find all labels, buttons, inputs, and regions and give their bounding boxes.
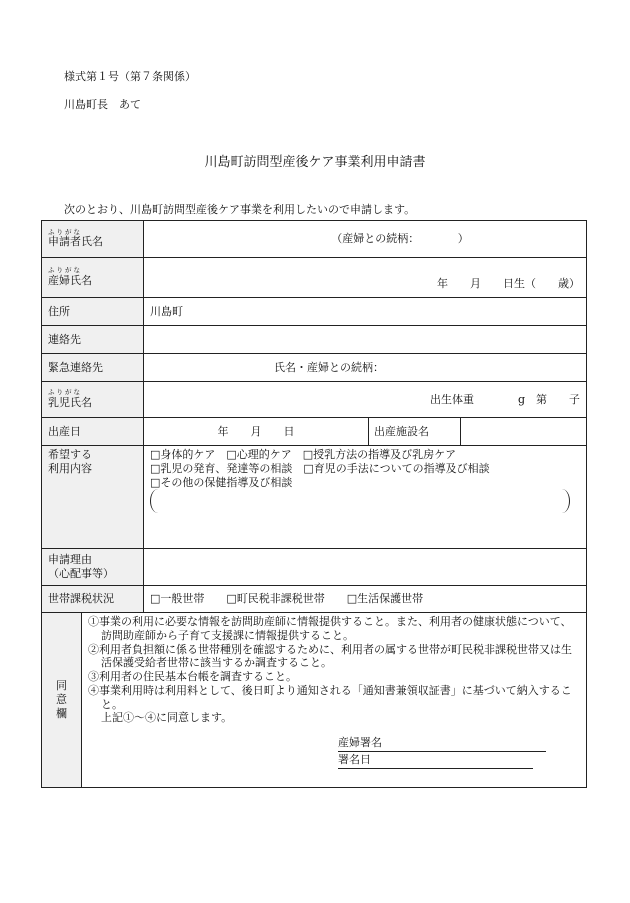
row-desired-services	[42, 446, 587, 549]
row-reason	[42, 549, 587, 586]
consent-item-1: ①事業の利用に必要な情報を訪問助産師に情報提供すること。また、利用者の健康状態について、訪問助産師から子育て支援課に情報提供すること。	[88, 615, 572, 642]
intro-text: 次のとおり、川島町訪問型産後ケア事業を利用したいので申請します。	[64, 203, 416, 216]
applicant-name-label: ふりがな 申請者氏名	[42, 221, 144, 258]
contact-field[interactable]	[144, 326, 587, 354]
consent-item-2: ②利用者負担額に係る世帯種別を確認するために、利用者の属する世帯が町民税非課税世帯又は生活保護受給者世帯に該当するか調査すること。	[88, 642, 572, 670]
row-birth-date	[42, 418, 587, 446]
emergency-contact-text: 氏名・産婦との続柄：	[274, 360, 384, 374]
birth-facility-field[interactable]	[461, 418, 586, 445]
consent-item-4: ④事業利用時は利用料として、後日町より通知される「通知書兼領収証書」に基づいて納入すること。	[88, 683, 572, 711]
signature-block	[338, 735, 580, 769]
emergency-contact-field[interactable]	[144, 354, 587, 382]
consent-content	[82, 613, 587, 788]
birth-facility-cell	[369, 418, 587, 446]
tax-status-label: 世帯課税状況	[42, 586, 144, 613]
mother-name-label: ふりがな 産婦氏名	[42, 258, 144, 298]
mother-name-field[interactable]	[144, 258, 587, 298]
desired-services-label: 希望する 利用内容	[42, 446, 144, 549]
desired-line-2[interactable]: □乳児の発育、発達等の相談 □育児の手法についての指導及び相談	[150, 461, 490, 475]
consent-item-3: ③利用者の住民基本台帳を調査すること。	[88, 670, 297, 683]
row-applicant	[42, 221, 587, 258]
row-infant	[42, 382, 587, 418]
desired-services-options	[144, 446, 587, 549]
tax-status-options[interactable]: □一般世帯 □町民税非課税世帯 □生活保護世帯	[144, 586, 587, 613]
birth-facility-label: 出産施設名	[369, 418, 461, 445]
signature-date-line[interactable]: 署名日	[338, 752, 533, 769]
address-label: 住所	[42, 298, 144, 326]
row-tax-status	[42, 586, 587, 613]
application-table	[41, 220, 587, 788]
row-contact	[42, 326, 587, 354]
contact-label: 連絡先	[42, 326, 144, 354]
row-address	[42, 298, 587, 326]
birth-date-field[interactable]: 年 月 日	[144, 418, 369, 446]
other-details-bracket[interactable]	[150, 489, 570, 513]
consent-agree-text: 上記①～④に同意します。	[101, 711, 233, 725]
reason-label: 申請理由 （心配事等）	[42, 549, 144, 586]
form-title: 川島町訪問型産後ケア事業利用申請書	[204, 155, 426, 170]
reason-field[interactable]	[144, 549, 587, 586]
relation-text: （産婦との続柄： ）	[331, 232, 469, 246]
mother-signature-line[interactable]: 産婦署名	[338, 735, 546, 752]
birth-date-label: 出産日	[42, 418, 144, 446]
form-number: 様式第１号（第７条関係）	[64, 70, 196, 83]
row-mother	[42, 258, 587, 298]
row-consent	[42, 613, 587, 788]
birth-weight-text: 出生体重 g 第 子	[429, 392, 580, 406]
address-field[interactable]: 川島町	[144, 298, 587, 326]
desired-line-3[interactable]: □その他の保健指導及び相談	[150, 475, 293, 489]
applicant-name-field[interactable]	[144, 221, 587, 258]
emergency-contact-label: 緊急連絡先	[42, 354, 144, 382]
desired-line-1[interactable]: □身体的ケア □心理的ケア □授乳方法の指導及び乳房ケア	[150, 448, 457, 461]
infant-name-field[interactable]	[144, 382, 587, 418]
consent-label: 同 意 欄	[42, 613, 82, 788]
row-emergency	[42, 354, 587, 382]
mother-birth-text: 年 月 日生（ 歳）	[437, 277, 580, 291]
infant-name-label: ふりがな 乳児氏名	[42, 382, 144, 418]
addressee: 川島町長 あて	[64, 98, 141, 111]
